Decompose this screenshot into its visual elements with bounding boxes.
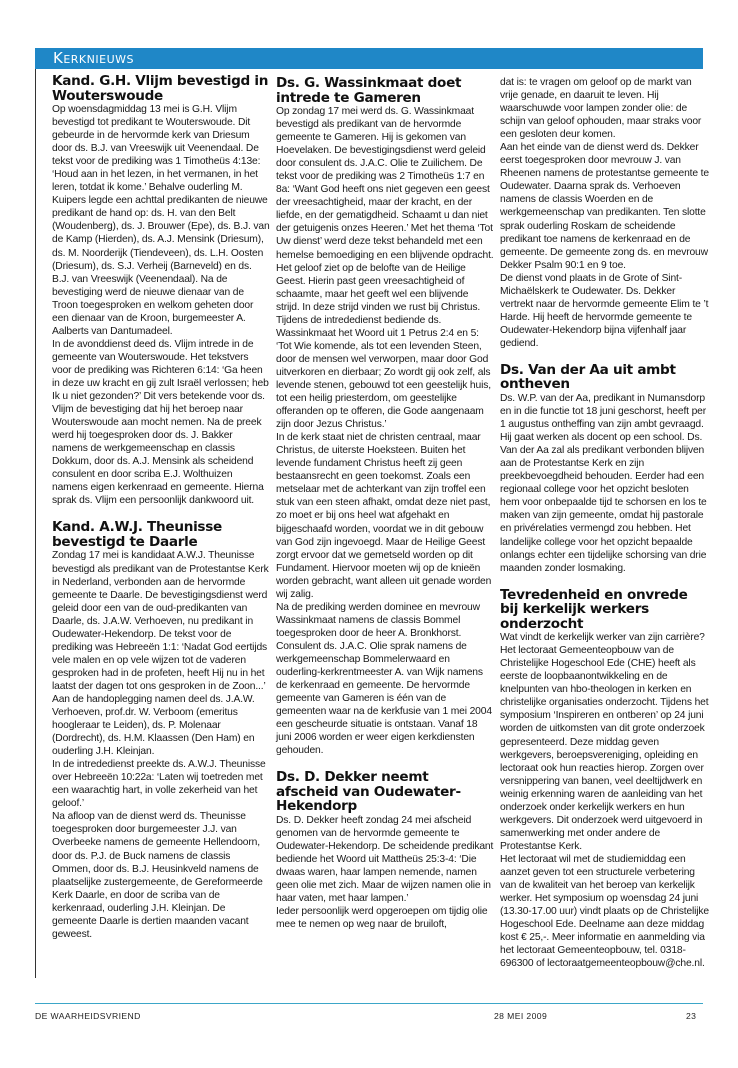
paragraph: In de avonddienst deed ds. Vlijm intrede in de gemeente van Wouterswoude. Het tekstvers voor de prediking was Richteren 6:14: ‘Ga heen in deze uw kracht en gij zult Israël verlossen; heb Ik u niet gezonden?’ Dit vers betekende voor ds. Vlijm de bevestiging dat hij het beroep naar Wouterswoude aan mocht nemen. Na de preek werd hij toegesproken door ds. J. Bakker namens de werkgemeenschap en classis Dokkum, door ds. A.J. Mensink als scheidend consulent en door scriba E.J. Wolthuizen namens eigen kerkenraad en gemeente. Hierna sprak ds. Vlijm een persoonlijk dankwoord uit. [52,338,269,507]
column-3 [500,76,710,983]
article-dekker-continued [500,76,710,350]
paragraph: Aan het einde van de dienst werd ds. Dekker eerst toegesproken door mevrouw J. van Rheenen namens de protestantse gemeente te Oudewater. Daarna sprak ds. Verhoeven namens de classis Woerden en de werkgemeenschap van predikanten. Ten slotte sprak ouderling Roskam de scheidende predikant toe namens de kerkenraad en de gemeente. De gemeente zong ds. en mevrouw Dekker Psalm 90:1 en 9 toe. [500,142,709,271]
article-van-der-aa [500,363,710,575]
paragraph: Ds. W.P. van der Aa, predikant in Numansdorp en in die functie tot 18 juni geschorst, heeft per 1 augustus ontheffing van zijn ambt gevraagd. Hij gaat werken als docent op een school. Ds. Van der Aa zal als predikant verbonden blijven aan de Protestantse Kerk en zijn preekbevoegdheid behouden. Eerder had een regionaal college voor het opzicht besloten hem voor onbepaalde tijd te schorsen en los te maken van zijn gemeente, omdat hij pastorale en privérelaties vermengd zou hebben. Het landelijke college voor het opzicht bepaalde onlangs echter een tijdelijke schorsing van drie maanden zonder losmaking. [500,392,707,574]
paragraph: Ds. D. Dekker heeft zondag 24 mei afscheid genomen van de hervormde gemeente te Oudewater-Hekendorp. De scheidende predikant bediende het Woord uit Mattheüs 25:3-4: ‘Die dwaas waren, haar lampen nemende, namen geen olie met zich. Maar de wijzen namen olie in haar vaten, met haar lampen.’ [276,814,494,905]
paragraph: Zondag 17 mei is kandidaat A.W.J. Theunisse bevestigd als predikant van de Protestantse Kerk in Nederland, verbonden aan de hervormde gemeente te Daarle. De bevestigingsdienst werd geleid door een van de oud-predikanten van Daarle, ds. J.A.W. Verhoeven, nu predikant in Oudewater-Hekendorp. De tekst voor de prediking was Hebreeën 1:1: ‘Nadat God eertijds vele malen en op vele wijzen tot de vaderen gesproken had in de profeten, heeft Hij nu in het laatst der dagen tot ons gesproken in de Zoon...’ [52,550,269,692]
paragraph: Tijdens de intrededienst bediende ds. Wassinkmaat het Woord uit 1 Petrus 2:4 en 5: ‘Tot Wie komende, als tot een levenden Steen, door de mensen wel verworpen, maar door God uitverkoren en dierbaar; Zo wordt gij ook zelf, als levende stenen, gebouwd tot een geestelijk huis, tot een heilig priesterdom, om geestelijke offeranden op te offeren, die Gode aangenaam zijn door Jezus Christus.’ [276,314,491,431]
footer-page-number: 23 [686,1011,697,1021]
paragraph: De dienst vond plaats in de Grote of Sint-Michaëlskerk te Oudewater. Ds. Dekker vertrekt naar de hervormde gemeente Elim te ’t Harde. Hij heeft de hervormde gemeente te Oudewater-Hekendorp bijna vijfenhalf jaar gediend. [500,272,709,349]
article-kerkelijk-werkers [500,588,710,971]
footer-date: 28 MEI 2009 [494,1011,548,1021]
section-header [35,48,703,69]
paragraph: Op zondag 17 mei werd ds. G. Wassinkmaat bevestigd als predikant van de hervormde gemeente te Gameren. Hij is gekomen van Hoevelaken. De bevestigingsdienst werd geleid door consulent ds. J.A.C. Olie te Zuilichem. De tekst voor de prediking was 2 Timotheüs 1:7 en 8a: ‘Want God heeft ons niet gegeven een geest der vreesachtigheid, maar der kracht, en der liefde, en der gematigdheid. Schaamt u dan niet der getuigenis onzes Heeren.’ Met het thema ‘Tot Uw dienst’ werd deze tekst behandeld met een hemelse bemoediging en een blijvende opdracht. Het geloof ziet op de belofte van de Heilige Geest. Hierin past geen vreesachtigheid of schaamte, maar het geeft wel een blijvende strijd. In deze strijd vinden we rust bij Christus. [276,106,494,313]
paragraph: Het lectoraat wil met de studiemiddag een aanzet geven tot een structurele verbetering van de kwaliteit van het beroep van kerkelijk werker. Het symposium op woensdag 24 juni (13.30-17.00 uur) vindt plaats op de Christelijke Hogeschool Ede. Deelname aan deze middag kost € 25,-. Meer informatie en aanmelding via het lectoraat Gemeenteopbouw, tel. 0318-696300 of lectoraatgemeenteopbouw@che.nl. [500,853,710,970]
paragraph: dat is: te vragen om geloof op de markt van vrije genade, en daaruit te leven. Hij waarschuwde voor lampen zonder olie: de schijn van geloof ophouden, maar straks voor een gesloten deur komen. [500,77,702,141]
article-body [500,392,710,575]
footer-rule [35,1003,703,1004]
article-title: Kand. G.H. Vlijm bevestigd in Wouterswoude [52,73,269,104]
paragraph: Ieder persoonlijk werd opgeroepen om tijdig olie mee te nemen op weg naar de bruiloft, [276,906,488,931]
paragraph: In de kerk staat niet de christen centraal, maar Christus, de uiterste Hoeksteen. Buiten het levende fundament Christus heeft zij geen bestaansrecht en geen toekomst. Zoals een metselaar met de achterkant van zijn troffel een stuk van een steen afhakt, omdat deze niet past, zo moet er bij ons heel wat afgehakt en bijgeschaafd worden, voordat we in dit gebouw van God zijn ingevoegd. Maar de Heilige Geest zorgt ervoor dat we gemetseld worden op dit Fundament. Hiervoor moeten wij op de knieën worden gebracht, want alleen uit genade worden wij zalig. [276,432,492,600]
article-body [52,549,270,940]
paragraph: In de intrededienst preekte ds. A.W.J. Theunisse over Hebreeën 10:22a: ‘Laten wij toetreden met een waarachtig hart, in volle zekerheid van het geloof.’ [52,759,266,810]
footer-publication: DE WAARHEIDSVRIEND [35,1011,141,1021]
article-body [500,76,710,350]
paragraph: Wat vindt de kerkelijk werker van zijn carrière? Het lectoraat Gemeenteopbouw van de Christelijke Hogeschool Ede (CHE) heeft als eerste de loopbaanontwikkeling en de knelpunten van hbo-theologen in kerken en christelijke organisaties onderzocht. Tijdens het symposium ‘Inspireren en ontberen’ op 24 juni worden de uitkomsten van dit grote onderzoek gepresenteerd. Deze middag geven werkgevers, beroepsvereniging, opleiding en lectoraat ook hun reacties hierop. Zorgen over versnippering van banen, veel deeltijdwerk en weinig erkenning waren de aanleiding van het onderzoek onder kerkelijk werkers en hun werkgevers. Dit onderzoek werd uitgevoerd in samenwerking met onder andere de Protestantse Kerk. [500,632,709,852]
article-title: Ds. G. Wassinkmaat doet intrede te Gameren [276,75,462,106]
article-body [276,814,494,931]
column-1 [52,74,270,954]
paragraph: Na afloop van de dienst werd ds. Theunisse toegesproken door burgemeester J.J. van Overbeeke namens de gemeente Hellendoorn, door ds. P.J. de Buck namens de classis Ommen, door ds. B.J. Heusinkveld namens de plaatselijke zustergemeente, de Gereformeerde Kerk Daarle, en door de scriba van de kerkenraad, ouderling J.H. Kleinjan. De gemeente Daarle is dertien maanden vacant geweest. [52,811,263,940]
article-vlijm [52,74,270,507]
article-body [276,105,494,757]
article-wassinkmaat [276,76,494,757]
paragraph: Op woensdagmiddag 13 mei is G.H. Vlijm bevestigd tot predikant te Wouterswoude. Dit gebeurde in de hervormde kerk van Driesum door ds. B.J. van Vreeswijk uit Veenendaal. De tekst voor de prediking was 1 Timotheüs 4:13e: ‘Houd aan in het lezen, in het vermanen, in het leren, totdat ik kome.’ Behalve ouderling M. Kuipers legde een achttal predikanten de nieuwe predikant de hand op: ds. H. van den Belt (Woudenberg), ds. J. Brouwer (Epe), ds. B.J. van de Kamp (Hierden), ds. A.J. Mensink (Driesum), ds. M. Noorderijk (Tiendeveen), ds. L.H. Oosten (Driesum), ds. S.J. Verheij (Barneveld) en ds. B.J. van Vreeswijk (Veenendaal). Na de bevestiging werd de nieuwe dienaar van de Troon toegesproken en welkom geheten door een dienaar van de Kroon, burgemeester A. Aalberts van Dantumadeel. [52,104,270,337]
paragraph: Aan de handoplegging namen deel ds. J.A.W. Verhoeven, prof.dr. W. Verboom (emeritus hoogleraar te Leiden), ds. P. Molenaar (Dordrecht), ds. H.M. Klaassen (Den Ham) en ouderling J.H. Kleinjan. [52,693,255,758]
article-title: Kand. A.W.J. Theunisse bevestigd te Daarle [52,519,222,550]
paragraph: Na de prediking werden dominee en mevrouw Wassinkmaat namens de classis Bommel toegesproken door de heer A. Bronkhorst. Consulent ds. J.A.C. Olie sprak namens de werkgemeenschap Bommelerwaard en ouderling-kerkrentmeester A. van Wijk namens de kerkenraad en gemeente. De hervormde gemeente van Gameren is één van de gemeenten waar na de kerkfusie van 1 mei 2004 een gescheurde situatie is ontstaan. Vanaf 18 juni 2006 worden er weer eigen kerkdiensten gehouden. [276,601,492,757]
article-body [500,631,710,970]
article-title: Tevredenheid en onvrede bij kerkelijk werkers onderzocht [500,586,688,632]
article-body [52,103,270,507]
article-title: Ds. Van der Aa uit ambt ontheven [500,361,676,393]
article-dekker [276,770,494,931]
section-title: Kerknieuws [53,49,134,67]
article-theunisse [52,520,270,940]
column-2 [276,76,494,944]
article-title: Ds. D. Dekker neemt afscheid van Oudewater-Hekendorp [276,769,461,815]
